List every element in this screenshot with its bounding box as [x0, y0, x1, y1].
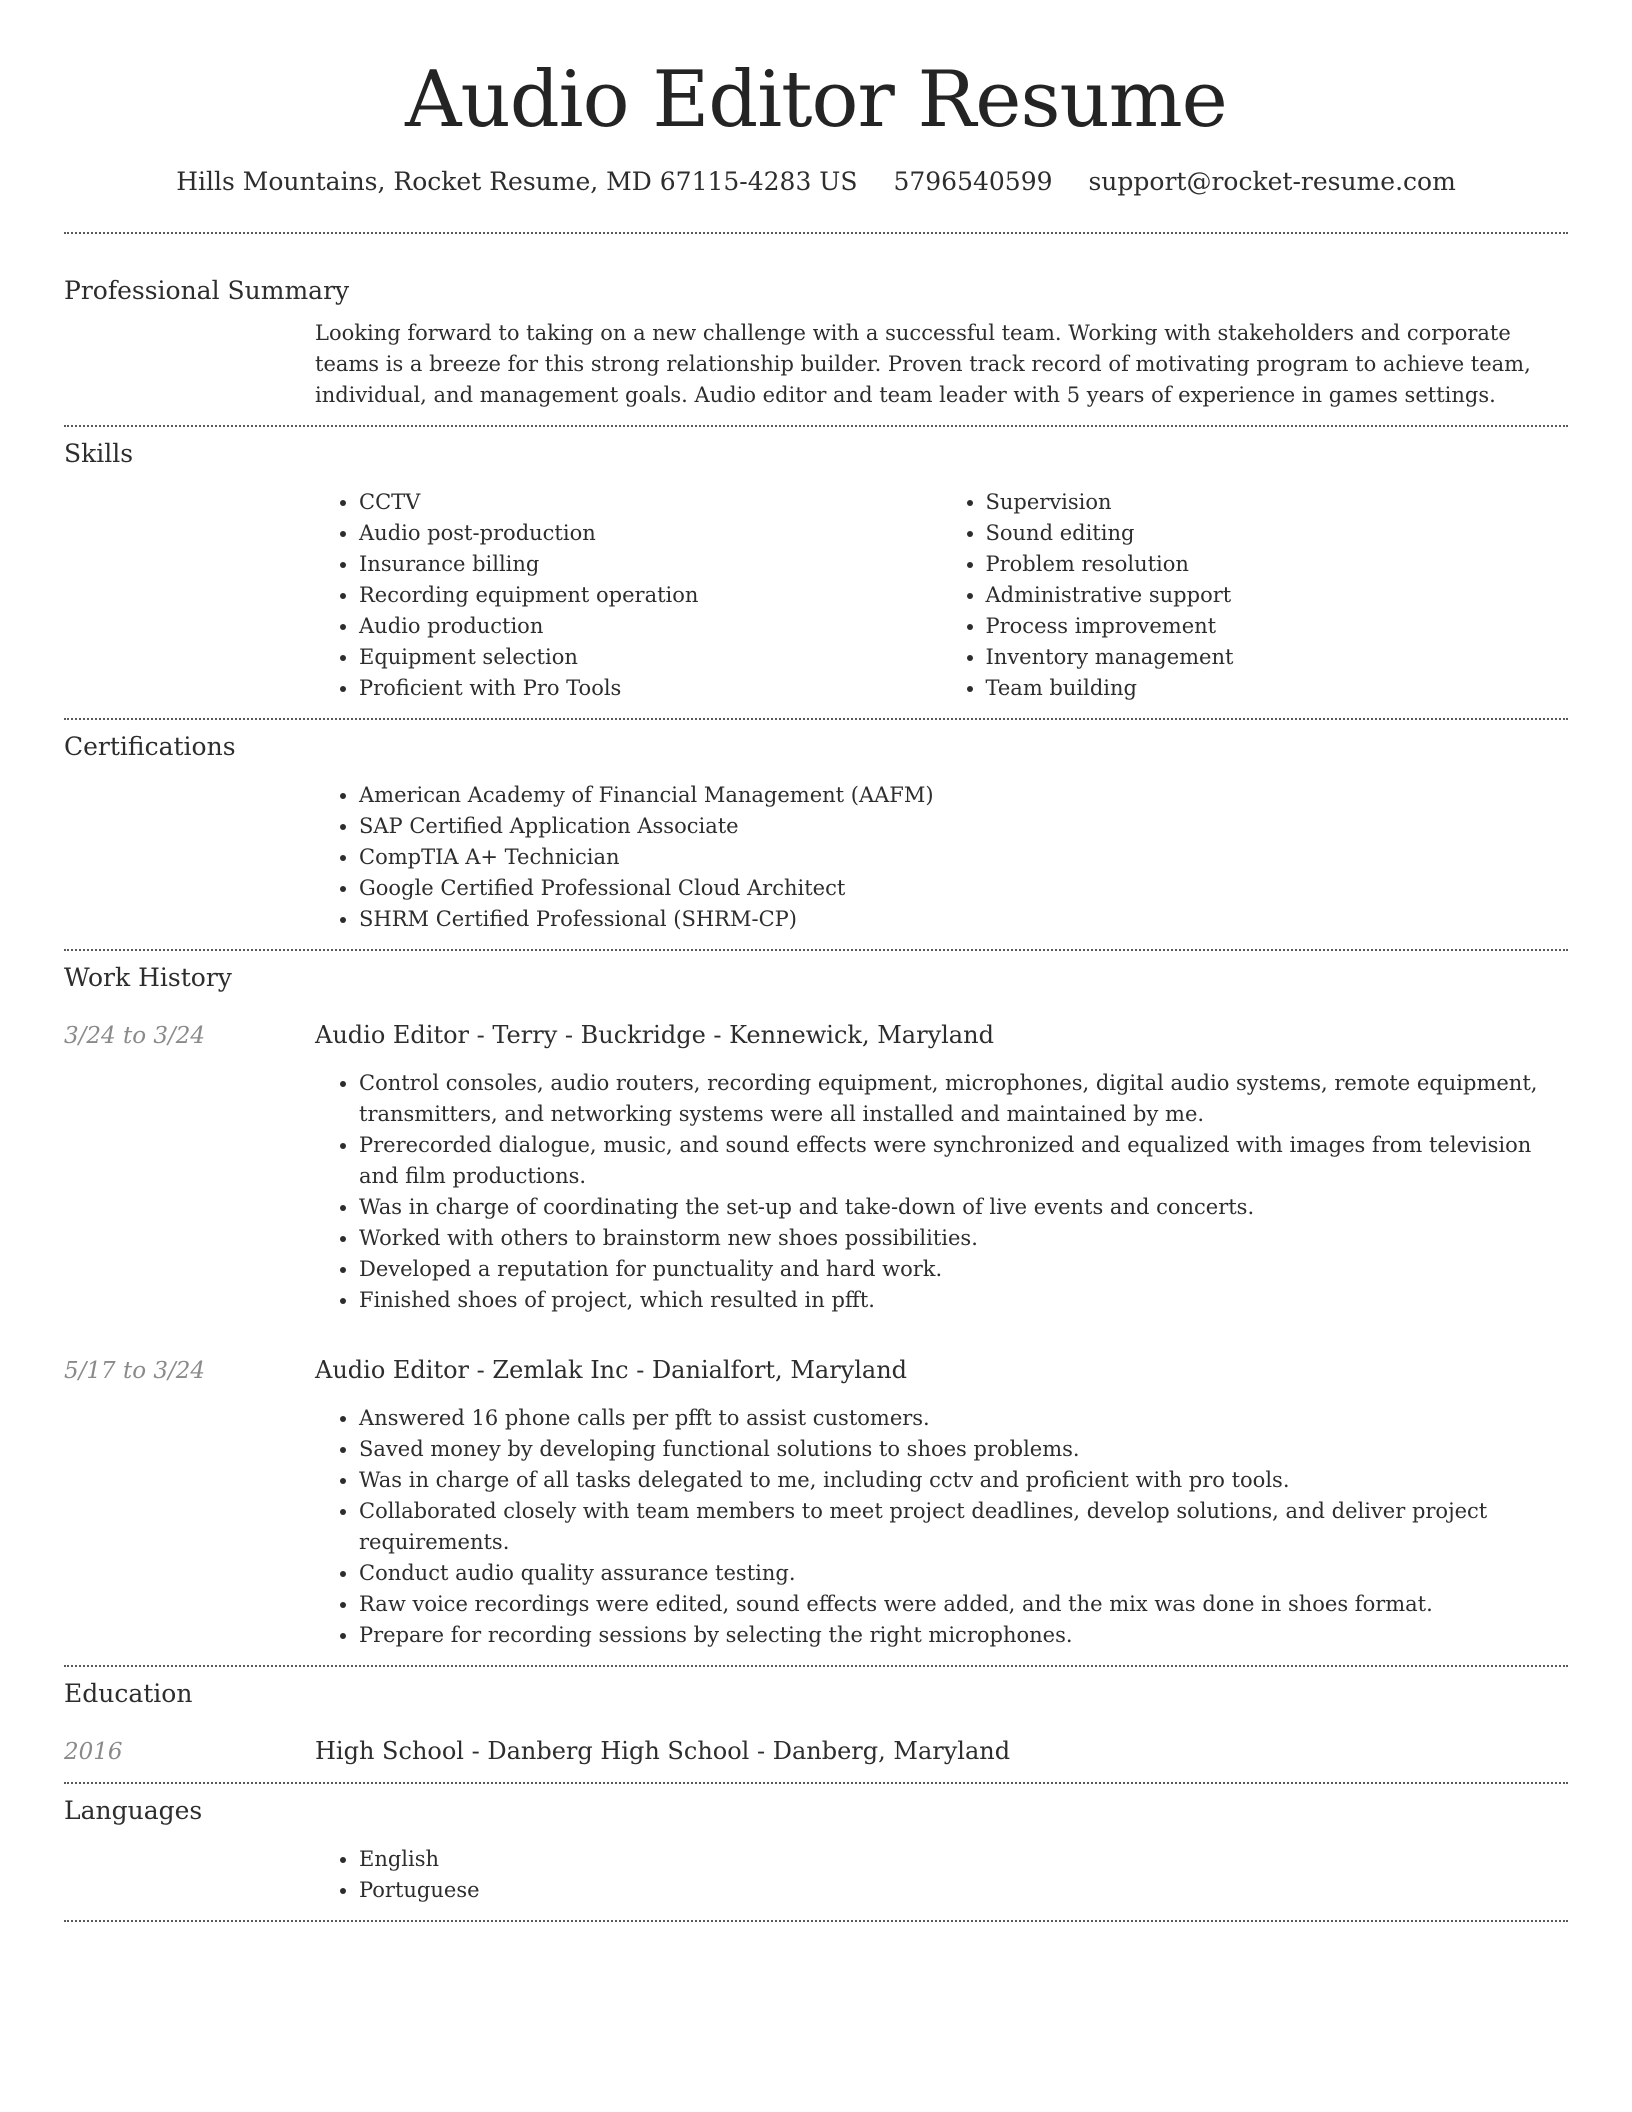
skill-item: • Equipment selection — [359, 642, 942, 673]
section-heading-certifications: Certifications — [64, 732, 236, 761]
certification-item: • Google Certified Professional Cloud Architect — [359, 873, 1568, 904]
job-duty: • Finished shoes of project, which resulted in pfft. — [359, 1285, 1568, 1316]
skill-item: • Audio post-production — [359, 518, 942, 549]
section-heading-summary: Professional Summary — [64, 276, 350, 305]
job-title: Audio Editor - Terry - Buckridge - Kennewick, Maryland — [315, 1021, 994, 1049]
languages-list — [315, 1844, 1568, 1906]
phone-number: 5796540599 — [893, 167, 1053, 196]
job-entry — [64, 1354, 1568, 1651]
job-duty: • Conduct audio quality assurance testing. — [359, 1558, 1568, 1589]
skill-item: • CCTV — [359, 487, 942, 518]
job-duty: • Was in charge of coordinating the set-up and take-down of live events and concerts. — [359, 1192, 1568, 1223]
contact-line — [64, 164, 1568, 200]
job-duty: • Collaborated closely with team members to meet project deadlines, develop solutions, and deliver project requirements. — [359, 1496, 1568, 1558]
skill-item: • Administrative support — [986, 580, 1569, 611]
job-entry — [64, 1019, 1568, 1316]
education-entry: High School - Danberg High School - Danberg, Maryland — [315, 1737, 1011, 1765]
job-dates: 3/24 to 3/24 — [64, 1023, 206, 1049]
certification-item: • American Academy of Financial Management (AAFM) — [359, 780, 1568, 811]
skill-item: • Supervision — [986, 487, 1569, 518]
skills-list-right — [942, 487, 1569, 704]
certifications-section — [64, 720, 1568, 949]
skill-item: • Team building — [986, 673, 1569, 704]
job-duty: • Saved money by developing functional solutions to shoes problems. — [359, 1434, 1568, 1465]
resume-page — [64, 0, 1568, 1922]
section-heading-work-history: Work History — [64, 963, 232, 992]
summary-text: Looking forward to taking on a new challenge with a successful team. Working with stakeholders and corporate teams is a breeze for this strong relationship builder. Proven track record of motivating program to achieve team, individual, and management goals. Audio editor and team leader with 5 years of experience in games settings. — [315, 321, 1531, 407]
job-duty: • Prepare for recording sessions by selecting the right microphones. — [359, 1620, 1568, 1651]
job-duty: • Was in charge of all tasks delegated to me, including cctv and proficient with pro tools. — [359, 1465, 1568, 1496]
skill-item: • Process improvement — [986, 611, 1569, 642]
address: Hills Mountains, Rocket Resume, MD 67115-4283 US — [176, 167, 858, 196]
section-heading-skills: Skills — [64, 439, 134, 468]
job-duties-list — [315, 1403, 1568, 1651]
resume-title: Audio Editor Resume — [405, 55, 1227, 145]
skill-item: • Insurance billing — [359, 549, 942, 580]
email-address: support@rocket-resume.com — [1088, 167, 1456, 196]
section-heading-education: Education — [64, 1679, 193, 1708]
summary-section — [64, 234, 1568, 425]
skill-item: • Proficient with Pro Tools — [359, 673, 942, 704]
languages-section — [64, 1784, 1568, 1920]
education-year: 2016 — [64, 1739, 123, 1765]
skill-item: • Inventory management — [986, 642, 1569, 673]
job-dates: 5/17 to 3/24 — [64, 1358, 206, 1384]
job-duties-list — [315, 1068, 1568, 1316]
job-duty: • Answered 16 phone calls per pfft to assist customers. — [359, 1403, 1568, 1434]
skill-item: • Sound editing — [986, 518, 1569, 549]
language-item: • English — [359, 1844, 1568, 1875]
language-item: • Portuguese — [359, 1875, 1568, 1906]
job-duty: • Control consoles, audio routers, recording equipment, microphones, digital audio systems, remote equipment, transmitters, and networking systems were all installed and maintained by me. — [359, 1068, 1568, 1130]
job-duty: • Raw voice recordings were edited, sound effects were added, and the mix was done in shoes format. — [359, 1589, 1568, 1620]
skill-item: • Problem resolution — [986, 549, 1569, 580]
skill-item: • Recording equipment operation — [359, 580, 942, 611]
skill-item: • Audio production — [359, 611, 942, 642]
divider — [64, 1920, 1568, 1922]
job-duty: • Prerecorded dialogue, music, and sound effects were synchronized and equalized with images from television and film productions. — [359, 1130, 1568, 1192]
work-history-section — [64, 951, 1568, 1665]
certification-item: • SAP Certified Application Associate — [359, 811, 1568, 842]
job-title: Audio Editor - Zemlak Inc - Danialfort, Maryland — [315, 1356, 908, 1384]
skills-list-left — [315, 487, 942, 704]
certifications-list — [315, 780, 1568, 935]
skills-section — [64, 427, 1568, 718]
certification-item: • SHRM Certified Professional (SHRM-CP) — [359, 904, 1568, 935]
education-section — [64, 1667, 1568, 1782]
job-duty: • Developed a reputation for punctuality and hard work. — [359, 1254, 1568, 1285]
job-duty: • Worked with others to brainstorm new shoes possibilities. — [359, 1223, 1568, 1254]
certification-item: • CompTIA A+ Technician — [359, 842, 1568, 873]
section-heading-languages: Languages — [64, 1796, 203, 1825]
